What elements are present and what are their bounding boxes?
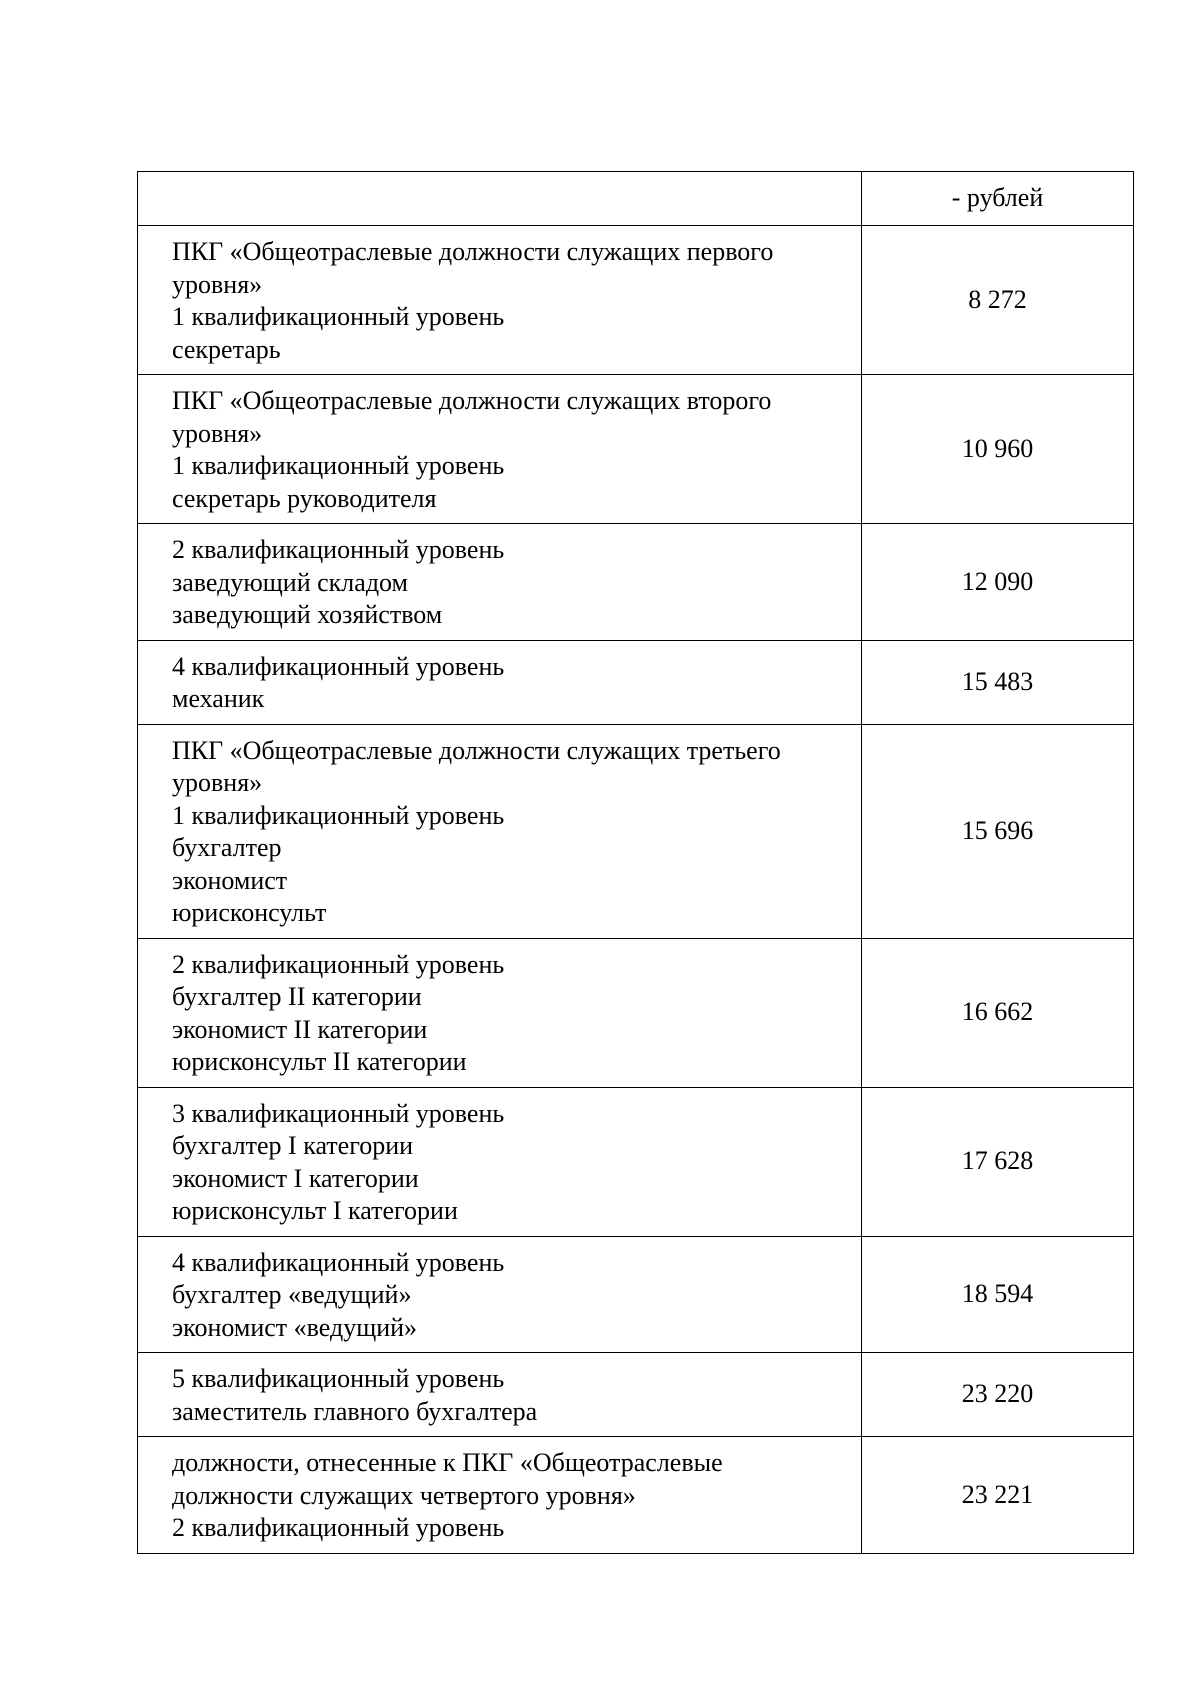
position-description-line: юрисконсульт: [172, 898, 327, 927]
salary-amount-cell: 18 594: [862, 1236, 1134, 1353]
header-unit-cell: - рублей: [862, 172, 1134, 226]
position-description-line: 4 квалификационный уровень: [172, 1247, 505, 1277]
position-description-line: юрисконсульт II категории: [172, 1047, 467, 1076]
position-description-line: 2 квалификационный уровень: [172, 1513, 505, 1542]
salary-amount-cell: 17 628: [862, 1087, 1134, 1236]
table-row: [138, 375, 1134, 524]
position-description-line: 2 квалификационный уровень: [172, 949, 505, 979]
position-description-line: экономист: [172, 865, 288, 895]
position-description-line: 3 квалификационный уровень: [172, 1098, 505, 1128]
position-description-cell: [138, 1353, 862, 1437]
salary-amount-cell: 16 662: [862, 938, 1134, 1087]
salary-amount-cell: 23 221: [862, 1437, 1134, 1554]
position-description-line: бухгалтер: [172, 833, 282, 862]
position-description-line: механик: [172, 684, 265, 713]
table-row: [138, 226, 1134, 375]
position-description-line: уровня»: [172, 269, 263, 299]
salary-amount-cell: 15 696: [862, 724, 1134, 938]
position-description-line: должности, отнесенные к ПКГ «Общеотраслевые: [172, 1448, 723, 1477]
table-row: [138, 640, 1134, 724]
position-description-line: 4 квалификационный уровень: [172, 651, 505, 681]
position-description-line: экономист II категории: [172, 1014, 428, 1044]
table-row: [138, 1353, 1134, 1437]
position-description-line: 1 квалификационный уровень: [172, 800, 505, 830]
position-description-line: секретарь: [172, 334, 281, 364]
position-description-line: заведующий хозяйством: [172, 600, 443, 629]
position-description-line: 5 квалификационный уровень: [172, 1364, 505, 1393]
salary-amount-cell: 8 272: [862, 226, 1134, 375]
table-row: [138, 938, 1134, 1087]
position-description-line: 1 квалификационный уровень: [172, 451, 505, 480]
salary-table-body: [138, 172, 1134, 1554]
position-description-line: бухгалтер I категории: [172, 1131, 414, 1160]
position-description-line: экономист «ведущий»: [172, 1312, 418, 1342]
salary-table: [137, 171, 1134, 1554]
table-row: [138, 1087, 1134, 1236]
position-description-cell: [138, 1437, 862, 1554]
table-row: [138, 1437, 1134, 1554]
position-description-cell: [138, 938, 862, 1087]
table-row: [138, 724, 1134, 938]
salary-amount-cell: 15 483: [862, 640, 1134, 724]
position-description-cell: [138, 375, 862, 524]
position-description-line: должности служащих четвертого уровня»: [172, 1480, 636, 1510]
position-description-line: 1 квалификационный уровень: [172, 302, 505, 331]
position-description-line: бухгалтер «ведущий»: [172, 1280, 412, 1309]
position-description-line: ПКГ «Общеотраслевые должности служащих третьего: [172, 735, 781, 765]
table-row: [138, 524, 1134, 641]
position-description-line: юрисконсульт I категории: [172, 1196, 458, 1225]
position-description-line: ПКГ «Общеотраслевые должности служащих первого: [172, 237, 774, 266]
position-description-line: заместитель главного бухгалтера: [172, 1396, 538, 1426]
salary-amount-cell: 23 220: [862, 1353, 1134, 1437]
position-description-line: бухгалтер II категории: [172, 982, 422, 1011]
salary-amount-cell: 10 960: [862, 375, 1134, 524]
position-description-line: ПКГ «Общеотраслевые должности служащих второго: [172, 386, 772, 415]
position-description-cell: [138, 724, 862, 938]
position-description-line: заведующий складом: [172, 567, 409, 597]
position-description-line: уровня»: [172, 418, 263, 448]
header-description-cell: [138, 172, 862, 226]
position-description-line: уровня»: [172, 768, 263, 797]
position-description-cell: [138, 524, 862, 641]
position-description-cell: [138, 226, 862, 375]
position-description-cell: [138, 640, 862, 724]
table-row: [138, 1236, 1134, 1353]
position-description-line: экономист I категории: [172, 1163, 419, 1193]
position-description-line: секретарь руководителя: [172, 483, 437, 513]
position-description-cell: [138, 1236, 862, 1353]
salary-amount-cell: 12 090: [862, 524, 1134, 641]
position-description-line: 2 квалификационный уровень: [172, 535, 505, 564]
position-description-cell: [138, 1087, 862, 1236]
table-header-row: [138, 172, 1134, 226]
